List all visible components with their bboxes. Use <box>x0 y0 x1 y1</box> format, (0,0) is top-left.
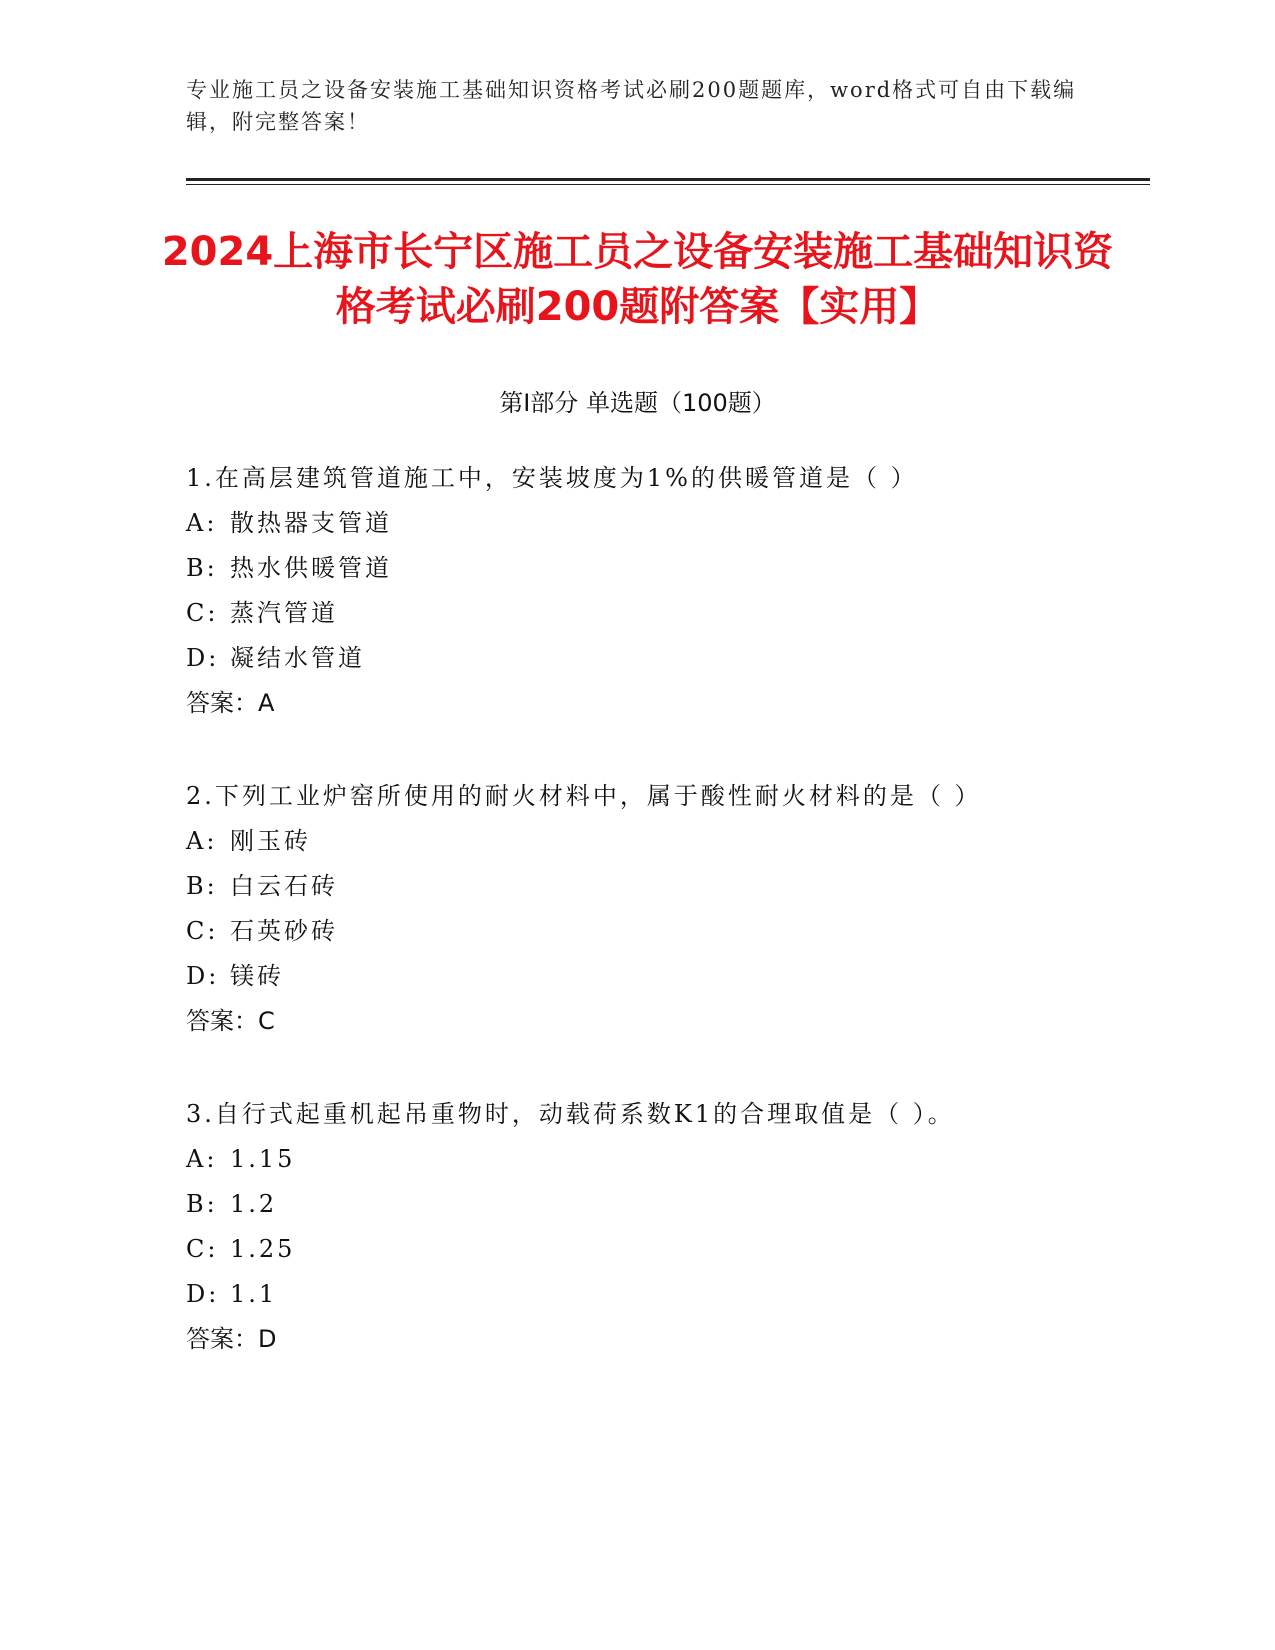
option-text: 热水供暖管道 <box>230 554 392 582</box>
option-key: A: <box>186 509 218 537</box>
option-d <box>186 636 1136 681</box>
option-text: 凝结水管道 <box>230 644 365 672</box>
header-note: 专业施工员之设备安装施工基础知识资格考试必刷200题题库，word格式可自由下载编辑，附完整答案！ <box>186 78 1077 134</box>
option-key: C: <box>186 1235 219 1263</box>
option-a <box>186 1137 1136 1182</box>
option-b <box>186 546 1136 591</box>
question-stem: 2.下列工业炉窑所使用的耐火材料中，属于酸性耐火材料的是（ ） <box>186 782 982 810</box>
option-b <box>186 864 1136 909</box>
option-d <box>186 1272 1136 1317</box>
question-3 <box>186 1092 1136 1362</box>
option-text: 1.1 <box>230 1280 278 1308</box>
option-text: 1.25 <box>230 1235 296 1263</box>
option-key: C: <box>186 917 219 945</box>
option-key: A: <box>186 827 218 855</box>
question-2 <box>186 774 1136 1044</box>
option-key: D: <box>186 644 220 672</box>
answer-line: 答案：D <box>186 1325 277 1353</box>
document-title: 2024上海市长宁区施工员之设备安装施工基础知识资格考试必刷200题附答案【实用】 <box>161 229 1114 330</box>
option-key: B: <box>186 554 218 582</box>
section-title: 第Ⅰ部分 单选题（100题） <box>499 389 776 417</box>
question-stem: 1.在高层建筑管道施工中，安装坡度为1%的供暖管道是（ ） <box>186 464 918 492</box>
option-c <box>186 1227 1136 1272</box>
option-c <box>186 909 1136 954</box>
option-a <box>186 501 1136 546</box>
option-text: 刚玉砖 <box>230 827 311 855</box>
header-divider-thick <box>186 178 1150 181</box>
option-text: 散热器支管道 <box>230 509 392 537</box>
answer-line: 答案：C <box>186 1007 275 1035</box>
option-key: D: <box>186 1280 220 1308</box>
option-key: D: <box>186 962 220 990</box>
option-text: 白云石砖 <box>230 872 338 900</box>
option-d <box>186 954 1136 999</box>
option-text: 蒸汽管道 <box>230 599 338 627</box>
option-text: 1.2 <box>230 1190 278 1218</box>
option-a <box>186 819 1136 864</box>
option-text: 石英砂砖 <box>230 917 338 945</box>
option-key: A: <box>186 1145 218 1173</box>
option-key: B: <box>186 872 218 900</box>
option-c <box>186 591 1136 636</box>
option-text: 镁砖 <box>230 962 284 990</box>
header-divider-thin <box>186 184 1150 185</box>
question-stem: 3.自行式起重机起吊重物时，动载荷系数K1的合理取值是（ ）。 <box>186 1100 955 1128</box>
answer-line: 答案：A <box>186 689 275 717</box>
option-key: B: <box>186 1190 218 1218</box>
option-text: 1.15 <box>230 1145 296 1173</box>
option-key: C: <box>186 599 219 627</box>
option-b <box>186 1182 1136 1227</box>
question-1 <box>186 456 1136 726</box>
